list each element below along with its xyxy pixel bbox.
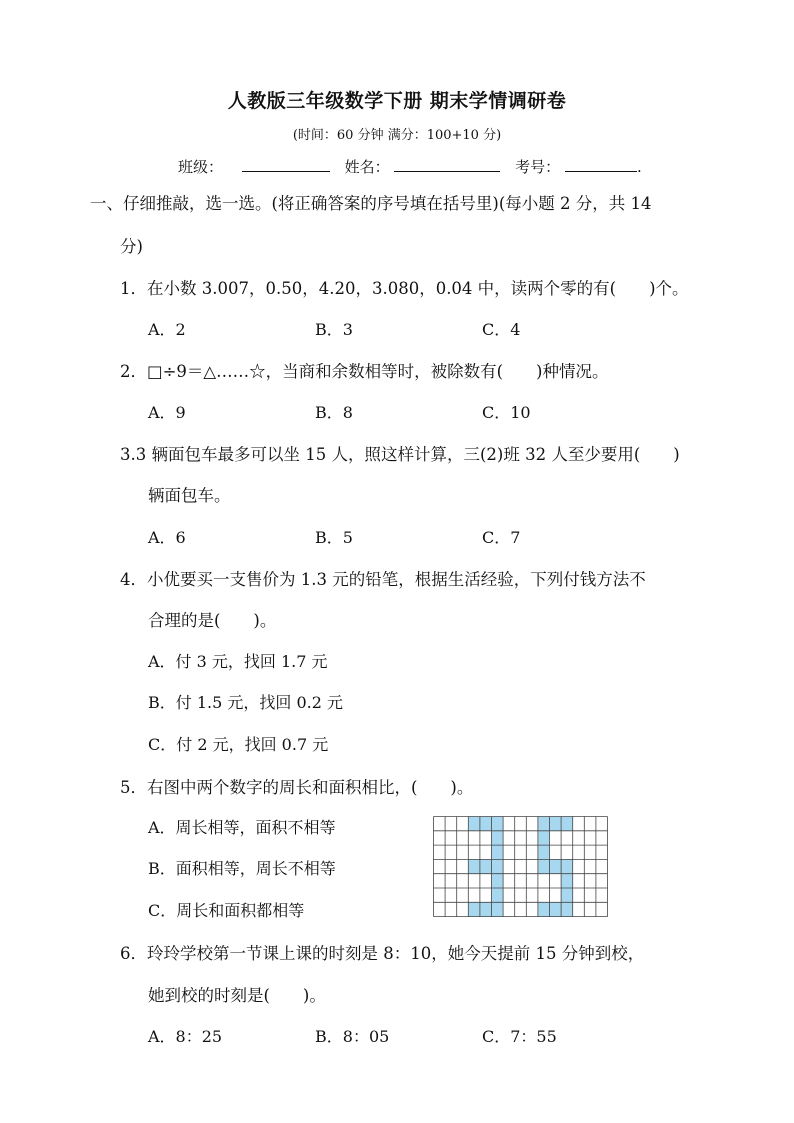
digit-three-cell: [468, 817, 480, 831]
q2-option-b: B．8: [315, 403, 353, 422]
q3-option-b: B．5: [315, 528, 353, 547]
q5-option-c: C．周长和面积都相等: [148, 901, 305, 920]
q4-option-c: C．付 2 元，找回 0.7 元: [148, 735, 329, 754]
name-blank: [394, 157, 500, 172]
q1-option-a: A．2: [148, 320, 186, 339]
page-title: 人教版三年级数学下册 期末学情调研卷: [227, 90, 567, 112]
digit-five-cell: [561, 902, 573, 916]
digit-five-cell: [538, 859, 550, 873]
digit-five-cell: [561, 817, 573, 831]
digit-three-cell: [492, 831, 504, 845]
student-info-row: [178, 156, 642, 177]
question-4-cont: 合理的是( )。: [148, 611, 277, 630]
digit-five-cell: [550, 859, 562, 873]
section-heading-cont: 分): [120, 237, 143, 256]
id-label: 考号：: [515, 158, 561, 176]
q6-option-c: C．7：55: [482, 1027, 557, 1046]
question-1: 1．在小数 3.007，0.50，4.20，3.080，0.04 中，读两个零的有( )个。: [120, 279, 689, 298]
digit-five-cell: [561, 874, 573, 888]
digit-grid-figure: [433, 816, 609, 919]
q6-option-a: A．8：25: [148, 1027, 223, 1046]
digit-five-cell: [538, 831, 550, 845]
q4-option-a: A．付 3 元，找回 1.7 元: [148, 652, 328, 671]
digit-three-cell: [480, 859, 492, 873]
digit-five-cell: [561, 888, 573, 902]
digit-three-cell: [492, 845, 504, 859]
exam-subtitle: (时间：60 分钟 满分：100+10 分): [292, 128, 502, 143]
q2-option-a: A．9: [148, 403, 186, 422]
digit-three-cell: [468, 902, 480, 916]
digit-three-cell: [492, 817, 504, 831]
digit-five-cell: [550, 817, 562, 831]
section-heading: 一、仔细推敲，选一选。(将正确答案的序号填在括号里)(每小题 2 分，共 14: [90, 194, 652, 213]
question-2: 2．□÷9＝△……☆，当商和余数相等时，被除数有( )种情况。: [120, 362, 609, 381]
id-blank: [565, 157, 637, 172]
digit-three-cell: [492, 902, 504, 916]
class-label: 班级：: [178, 158, 224, 176]
question-5: 5．右图中两个数字的周长和面积相比，( )。: [120, 778, 474, 797]
q5-option-b: B．面积相等，周长不相等: [148, 859, 336, 878]
digit-five-cell: [561, 859, 573, 873]
digit-three-cell: [480, 902, 492, 916]
q1-option-b: B．3: [315, 320, 353, 339]
question-4: 4．小优要买一支售价为 1.3 元的铅笔，根据生活经验，下列付钱方法不: [120, 570, 646, 589]
digit-five-cell: [538, 845, 550, 859]
q2-option-c: C．10: [482, 403, 531, 422]
info-end: .: [636, 158, 642, 176]
question-3: 3.3 辆面包车最多可以坐 15 人，照这样计算，三(2)班 32 人至少要用( ): [120, 445, 680, 464]
q1-option-c: C．4: [482, 320, 521, 339]
digit-five-cell: [550, 902, 562, 916]
digit-five-cell: [538, 817, 550, 831]
digit-three-cell: [492, 888, 504, 902]
q5-option-a: A．周长相等，面积不相等: [148, 818, 336, 837]
question-3-cont: 辆面包车。: [148, 486, 231, 505]
digit-three-cell: [492, 859, 504, 873]
digit-three-cell: [492, 874, 504, 888]
q4-option-b: B．付 1.5 元，找回 0.2 元: [148, 693, 343, 712]
q3-option-a: A．6: [148, 528, 186, 547]
q6-option-b: B．8：05: [315, 1027, 390, 1046]
q3-option-c: C．7: [482, 528, 521, 547]
digit-three-cell: [468, 859, 480, 873]
question-6: 6．玲玲学校第一节课上课的时刻是 8：10，她今天提前 15 分钟到校，: [120, 944, 645, 963]
question-6-cont: 她到校的时刻是( )。: [148, 986, 326, 1005]
class-blank: [242, 157, 330, 172]
digit-three-cell: [480, 817, 492, 831]
digit-five-cell: [538, 902, 550, 916]
name-label: 姓名：: [344, 158, 390, 176]
